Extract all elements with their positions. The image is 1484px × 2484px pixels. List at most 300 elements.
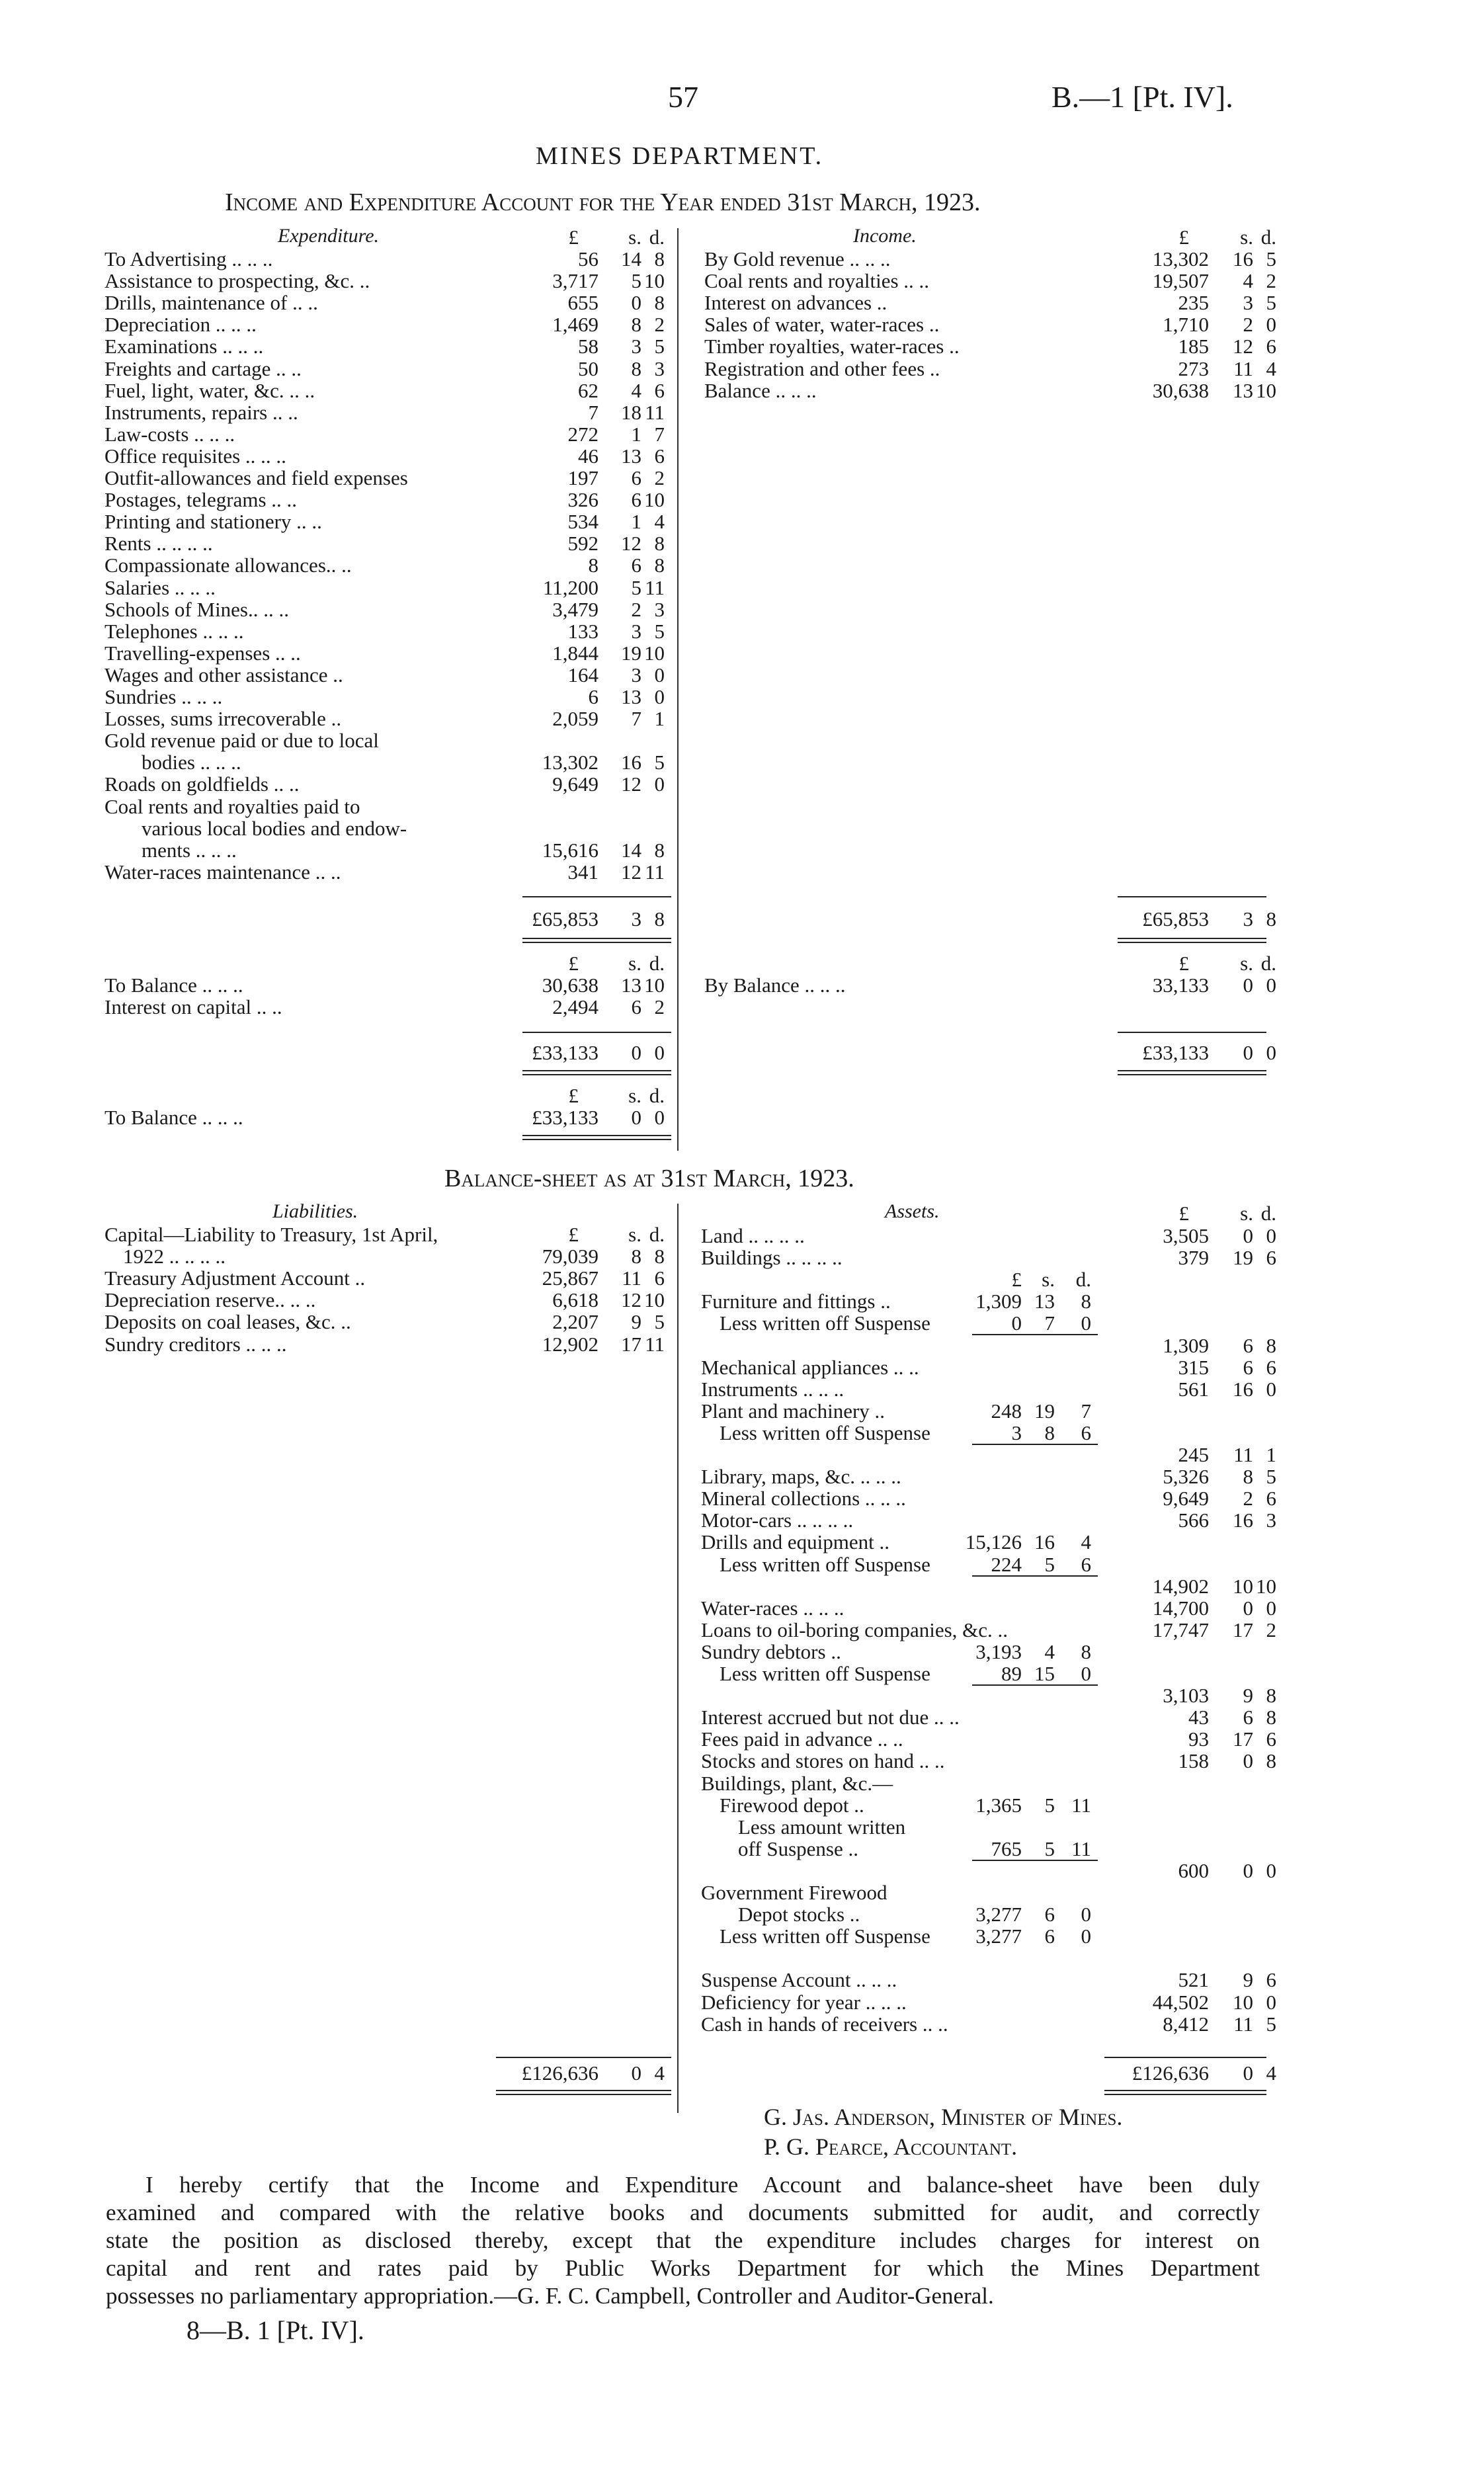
line-item-label: off Suspense .. (738, 1837, 858, 1860)
department-title: MINES DEPARTMENT. (536, 142, 824, 170)
line-item-label: Losses, sums irrecoverable .. (104, 707, 342, 731)
line-item-label: Outfit-allowances and field expenses (104, 466, 408, 489)
line-item-label: Interest on advances .. (704, 291, 887, 315)
line-item-label: Less written off Suspense (720, 1552, 930, 1576)
inner-subtotal-rule (972, 1684, 1098, 1686)
line-item-label: Sundry debtors .. (701, 1639, 841, 1663)
amount-pounds: 592 (567, 532, 598, 556)
amount-pence: 11 (645, 860, 665, 884)
amount-pounds: 561 (1178, 1377, 1209, 1401)
expenditure-heading: Expenditure. (278, 225, 380, 247)
amount-shillings: 0 (631, 2061, 641, 2085)
line-item-label: Furniture and fittings .. (701, 1290, 891, 1313)
amount-pence: 5 (1266, 1465, 1276, 1489)
amount-pounds: 2,059 (552, 707, 598, 731)
inner-subtotal-rule (972, 1575, 1098, 1577)
income-heading: Income. (853, 225, 917, 247)
amount-pence: 5 (654, 1310, 665, 1334)
certificate-line: possesses no parliamentary appropriation.—G. F. C. Campbell, Controller and Auditor-General. (106, 2283, 994, 2309)
line-item-label: Compassionate allowances.. .. (104, 554, 352, 577)
amount-pounds: 655 (567, 291, 598, 315)
amount-pounds: 273 (1178, 356, 1209, 380)
total-rule (1118, 1070, 1266, 1071)
amount-pounds: 521 (1178, 1968, 1209, 1992)
line-item-label: Less amount written (738, 1815, 906, 1839)
amount-shillings: 18 (621, 400, 641, 424)
subtotal-rule (1118, 896, 1266, 897)
amount-pounds: 272 (567, 422, 598, 446)
inner-shillings: 13 (1034, 1290, 1055, 1313)
line-item-label: Registration and other fees .. (704, 356, 940, 380)
line-item-label: Less written off Suspense (720, 1662, 930, 1685)
amount-shillings: 16 (1233, 1377, 1253, 1401)
amount-pounds: 58 (578, 335, 598, 358)
amount-pence: 3 (654, 597, 665, 621)
inner-pounds: 3,193 (975, 1639, 1022, 1663)
inner-shillings: 6 (1044, 1925, 1055, 1948)
accountant-signature: P. G. Pearce, Accountant. (764, 2133, 1018, 2160)
line-item-label: To Balance .. .. .. (104, 1106, 243, 1129)
amount-shillings: 14 (621, 247, 641, 270)
line-item-label: Gold revenue paid or due to local (104, 729, 379, 753)
subtotal-rule (496, 2057, 671, 2058)
line-item-label: Postages, telegrams .. .. (104, 488, 298, 512)
amount-pence: 2 (654, 313, 665, 337)
amount-shillings: 0 (1243, 1858, 1253, 1882)
line-item-label: To Balance .. .. .. (104, 973, 243, 997)
col-shillings-label: s. (628, 952, 641, 975)
amount-pounds: 19,507 (1152, 269, 1209, 293)
inner-pence: 8 (1081, 1290, 1091, 1313)
line-item-label: Deficiency for year .. .. .. (701, 1990, 907, 2014)
amount-pence: 5 (1266, 2012, 1276, 2036)
inner-pence: 0 (1081, 1903, 1091, 1926)
amount-pence: 0 (654, 1106, 665, 1129)
amount-pence: 6 (1266, 1246, 1276, 1270)
col-shillings-label: s. (1240, 952, 1253, 975)
amount-pence: 8 (654, 247, 665, 270)
amount-pounds: 3,717 (552, 269, 598, 293)
inner-pence: 11 (1071, 1793, 1091, 1817)
inner-pounds: 0 (1011, 1311, 1022, 1335)
amount-pence: 5 (654, 619, 665, 643)
line-item-label: Travelling-expenses .. .. (104, 641, 301, 665)
amount-shillings: 11 (1233, 2012, 1253, 2036)
amount-pence: 8 (1266, 1749, 1276, 1773)
amount-pounds: 5,326 (1163, 1465, 1209, 1489)
total-rule (1104, 2094, 1266, 2095)
amount-pence: 11 (645, 1332, 665, 1356)
amount-pence: 5 (1266, 291, 1276, 315)
amount-pence: 8 (654, 838, 665, 862)
amount-pounds: 235 (1178, 291, 1209, 315)
inner-pence: d. (1075, 1268, 1091, 1292)
amount-pounds: 566 (1178, 1509, 1209, 1532)
amount-pence: 1 (654, 707, 665, 731)
line-item-label: By Balance .. .. .. (704, 973, 846, 997)
amount-shillings: 14 (621, 838, 641, 862)
line-item-label: Drills, maintenance of .. .. (104, 291, 318, 315)
amount-pounds: 326 (567, 488, 598, 512)
line-item-label: Buildings, plant, &c.— (701, 1771, 893, 1795)
amount-pence: 6 (1266, 1355, 1276, 1379)
amount-pounds: 1,710 (1163, 313, 1209, 337)
inner-shillings: 5 (1044, 1793, 1055, 1817)
line-item-label: Suspense Account .. .. .. (701, 1968, 897, 1992)
line-item-label: Plant and machinery .. (701, 1399, 886, 1423)
line-item-label: Less written off Suspense (720, 1421, 930, 1444)
inner-pence: 8 (1081, 1639, 1091, 1663)
line-item-label: various local bodies and endow- (142, 816, 407, 840)
amount-pounds: 79,039 (542, 1245, 598, 1268)
inner-pounds: 3 (1011, 1421, 1022, 1444)
amount-pence: 10 (644, 973, 665, 997)
col-pounds-label: £ (568, 952, 579, 975)
amount-shillings: 9 (1243, 1968, 1253, 1992)
amount-shillings: 3 (1243, 291, 1253, 315)
col-shillings-label: s. (1240, 1202, 1253, 1225)
amount-pence: 6 (1266, 1727, 1276, 1751)
inner-shillings: 15 (1034, 1662, 1055, 1685)
line-item-label: Printing and stationery .. .. (104, 510, 322, 534)
amount-pence: 6 (654, 378, 665, 402)
line-item-label: Salaries .. .. .. (104, 575, 216, 599)
amount-shillings: 11 (1233, 1443, 1253, 1466)
certificate-line: I hereby certify that the Income and Expenditure Account and balance-sheet have been duly (145, 2172, 1260, 2198)
amount-shillings: 6 (631, 488, 641, 512)
line-item-label: Office requisites .. .. .. (104, 444, 286, 468)
amount-pence: 7 (654, 422, 665, 446)
col-pence-label: d. (649, 952, 665, 975)
amount-pence: 8 (654, 907, 665, 931)
inner-shillings: 16 (1034, 1530, 1055, 1554)
col-pounds-label: £ (1178, 226, 1189, 249)
line-item-label: Drills and equipment .. (701, 1530, 889, 1554)
inner-pence: 0 (1081, 1662, 1091, 1685)
line-item-label: Balance .. .. .. (704, 378, 817, 402)
amount-shillings: 5 (631, 269, 641, 293)
line-item-label: By Gold revenue .. .. .. (704, 247, 891, 270)
line-item-label: Freights and cartage .. .. (104, 356, 302, 380)
inner-pounds: £ (1011, 1268, 1022, 1292)
liabilities-total: £126,636 (521, 2061, 598, 2085)
inner-subtotal-rule (972, 1860, 1098, 1861)
amount-shillings: 12 (621, 532, 641, 556)
line-item-label: Firewood depot .. (720, 1793, 864, 1817)
amount-pence: 10 (644, 641, 665, 665)
inner-pence: 4 (1081, 1530, 1091, 1554)
line-item-label: bodies .. .. .. (142, 751, 241, 774)
amount-pounds: 341 (567, 860, 598, 884)
amount-pounds: 14,902 (1152, 1574, 1209, 1598)
total-rule (522, 1070, 671, 1071)
amount-pounds: 379 (1178, 1246, 1209, 1270)
inner-shillings: 8 (1044, 1421, 1055, 1444)
amount-pence: 10 (644, 269, 665, 293)
amount-shillings: 6 (631, 466, 641, 489)
line-item-label: Government Firewood (701, 1881, 887, 1904)
inner-shillings: 7 (1044, 1311, 1055, 1335)
amount-shillings: 12 (621, 1288, 641, 1312)
amount-shillings: 12 (621, 860, 641, 884)
line-item-label: Interest on capital .. .. (104, 995, 282, 1019)
amount-shillings: 16 (1233, 247, 1253, 270)
col-shillings-label: s. (628, 1084, 641, 1107)
line-item-label: 1922 .. .. .. .. (123, 1245, 226, 1268)
line-item-label: Examinations .. .. .. (104, 335, 264, 358)
total-rule (1118, 1074, 1266, 1075)
minister-signature: G. Jas. Anderson, Minister of Mines. (764, 2104, 1123, 2130)
amount-shillings: 13 (621, 973, 641, 997)
amount-shillings: 12 (1233, 335, 1253, 358)
amount-pounds: 9,649 (1163, 1487, 1209, 1511)
amount-pence: 8 (1266, 1333, 1276, 1357)
inner-subtotal-rule (972, 1334, 1098, 1335)
col-pence-label: d. (1260, 1202, 1276, 1225)
line-item-label: Library, maps, &c. .. .. .. (701, 1465, 901, 1489)
amount-shillings: 6 (631, 995, 641, 1019)
amount-pence: 6 (1266, 335, 1276, 358)
income-total: £65,853 (1142, 907, 1209, 931)
amount-pounds: 158 (1178, 1749, 1209, 1773)
amount-pence: 11 (645, 575, 665, 599)
amount-pounds: 315 (1178, 1355, 1209, 1379)
page-number: 57 (668, 80, 698, 114)
amount-pence: 3 (1266, 1509, 1276, 1532)
col-pounds-label: £ (1178, 1202, 1189, 1225)
amount-pounds: 8,412 (1163, 2012, 1209, 2036)
column-divider (677, 228, 679, 1151)
inner-pence: 6 (1081, 1552, 1091, 1576)
col-shillings-label: s. (628, 1223, 641, 1246)
amount-pounds: 133 (567, 619, 598, 643)
total-rule (1118, 938, 1266, 939)
line-item-label: Cash in hands of receivers .. .. (701, 2012, 948, 2036)
amount-pence: 4 (1266, 356, 1276, 380)
inner-shillings: 5 (1044, 1837, 1055, 1860)
amount-pence: 5 (1266, 247, 1276, 270)
amount-shillings: 11 (1233, 356, 1253, 380)
amount-shillings: 12 (621, 772, 641, 796)
line-item-label: Motor-cars .. .. .. .. (701, 1509, 854, 1532)
amount-pounds: 1,844 (552, 641, 598, 665)
amount-pounds: 33,133 (1152, 973, 1209, 997)
amount-pence: 0 (1266, 1990, 1276, 2014)
amount-pence: 10 (644, 1288, 665, 1312)
line-item-label: Deposits on coal leases, &c. .. (104, 1310, 351, 1334)
amount-pounds: 46 (578, 444, 598, 468)
line-item-label: Water-races maintenance .. .. (104, 860, 341, 884)
line-item-label: Interest accrued but not due .. .. (701, 1706, 960, 1729)
amount-shillings: 0 (1243, 1749, 1253, 1773)
amount-pence: 4 (654, 510, 665, 534)
amount-shillings: 0 (631, 1041, 641, 1064)
line-item-label: Capital—Liability to Treasury, 1st April, (104, 1223, 438, 1246)
line-item-label: Instruments .. .. .. (701, 1377, 845, 1401)
col-pence-label: d. (1260, 952, 1276, 975)
total-rule (1118, 942, 1266, 943)
amount-pence: 0 (1266, 1041, 1276, 1064)
amount-pence: 0 (1266, 1377, 1276, 1401)
inner-pounds: 224 (991, 1552, 1022, 1576)
amount-pence: 4 (1266, 2061, 1276, 2085)
amount-pence: 0 (654, 663, 665, 686)
amount-pence: 10 (1256, 378, 1276, 402)
amount-pence: 2 (1266, 269, 1276, 293)
amount-pence: 0 (654, 1041, 665, 1064)
amount-shillings: 8 (631, 356, 641, 380)
amount-shillings: 9 (1243, 1684, 1253, 1708)
amount-pence: 0 (1266, 1858, 1276, 1882)
inner-shillings: s. (1042, 1268, 1055, 1292)
amount-pounds: 50 (578, 356, 598, 380)
amount-shillings: 16 (621, 751, 641, 774)
amount-shillings: 0 (1243, 1224, 1253, 1247)
amount-shillings: 0 (631, 1106, 641, 1129)
amount-shillings: 6 (1243, 1333, 1253, 1357)
inner-pence: 0 (1081, 1925, 1091, 1948)
line-item-label: Treasury Adjustment Account .. (104, 1266, 366, 1290)
inner-pence: 7 (1081, 1399, 1091, 1423)
total-rule (1104, 2090, 1266, 2091)
amount-pounds: 17,747 (1152, 1618, 1209, 1641)
amount-pounds: 2,494 (552, 995, 598, 1019)
amount-pence: 8 (654, 291, 665, 315)
line-item-label: Fees paid in advance .. .. (701, 1727, 903, 1751)
amount-pence: 0 (654, 772, 665, 796)
amount-pounds: 245 (1178, 1443, 1209, 1466)
amount-pounds: 30,638 (542, 973, 598, 997)
amount-pence: 6 (1266, 1968, 1276, 1992)
amount-pence: 10 (1256, 1574, 1276, 1598)
amount-shillings: 4 (631, 378, 641, 402)
line-item-label: Wages and other assistance .. (104, 663, 343, 686)
amount-shillings: 6 (1243, 1355, 1253, 1379)
amount-pounds: 15,616 (542, 838, 598, 862)
amount-shillings: 10 (1233, 1990, 1253, 2014)
col-pounds-label: £ (568, 1223, 579, 1246)
footer-reference: 8—B. 1 [Pt. IV]. (186, 2315, 364, 2345)
line-item-label: Coal rents and royalties .. .. (704, 269, 930, 293)
amount-pence: 0 (1266, 973, 1276, 997)
amount-pounds: 93 (1188, 1727, 1209, 1751)
subtotal-rule (1104, 2057, 1266, 2058)
inner-shillings: 19 (1034, 1399, 1055, 1423)
amount-pence: 8 (1266, 1684, 1276, 1708)
inner-pence: 6 (1081, 1421, 1091, 1444)
inner-pence: 0 (1081, 1311, 1091, 1335)
amount-pence: 8 (654, 1245, 665, 1268)
amount-pence: 8 (1266, 907, 1276, 931)
amount-pence: 2 (1266, 1618, 1276, 1641)
col-pounds-label: £ (1178, 952, 1189, 975)
total-rule (496, 2090, 671, 2091)
line-item-label: Schools of Mines.. .. .. (104, 597, 289, 621)
inner-pounds: 765 (991, 1837, 1022, 1860)
amount-pounds: 25,867 (542, 1266, 598, 1290)
amount-pence: 6 (1266, 1487, 1276, 1511)
amount-pounds: 12,902 (542, 1332, 598, 1356)
certificate-line: examined and compared with the relative books and documents submitted for audit, and correctly (106, 2200, 1260, 2225)
line-item-label: Roads on goldfields .. .. (104, 772, 300, 796)
amount-pounds: 62 (578, 378, 598, 402)
amount-pounds: 197 (567, 466, 598, 489)
amount-shillings: 16 (1233, 1509, 1253, 1532)
certificate-line: capital and rent and rates paid by Public Works Department for which the Mines Department (106, 2255, 1260, 2281)
col-pence-label: d. (649, 1223, 665, 1246)
amount-shillings: 8 (1243, 1465, 1253, 1489)
amount-pounds: 600 (1178, 1858, 1209, 1882)
line-item-label: Depreciation .. .. .. (104, 313, 257, 337)
certificate-line: state the position as disclosed thereby, except that the expenditure includes charges for interest on (106, 2227, 1260, 2253)
line-item-label: Mechanical appliances .. .. (701, 1355, 919, 1379)
balance-sheet-title: Balance-sheet as at 31st March, 1923. (444, 1165, 854, 1192)
amount-shillings: 0 (1243, 1596, 1253, 1620)
line-item-label: Sundries .. .. .. (104, 685, 223, 708)
amount-pence: 0 (654, 685, 665, 708)
amount-shillings: 7 (631, 707, 641, 731)
col-pence-label: d. (649, 226, 665, 249)
amount-shillings: 17 (621, 1332, 641, 1356)
amount-pence: 0 (1266, 313, 1276, 337)
amount-pounds: 1,309 (1163, 1333, 1209, 1357)
amount-shillings: 13 (1233, 378, 1253, 402)
amount-pence: 0 (1266, 1224, 1276, 1247)
inner-pounds: 1,365 (975, 1793, 1022, 1817)
inner-pounds: 3,277 (975, 1925, 1022, 1948)
amount-shillings: 5 (631, 575, 641, 599)
amount-pounds: 30,638 (1152, 378, 1209, 402)
line-item-label: ments .. .. .. (142, 838, 237, 862)
inner-pounds: 3,277 (975, 1903, 1022, 1926)
amount-pounds: 6 (588, 685, 598, 708)
line-item-label: Assistance to prospecting, &c. .. (104, 269, 370, 293)
amount-pence: 8 (1266, 1706, 1276, 1729)
total-rule (522, 1074, 671, 1075)
subtotal-rule (1118, 1032, 1266, 1033)
amount-shillings: 0 (1243, 973, 1253, 997)
amount-pounds: 56 (578, 247, 598, 270)
amount-shillings: 19 (621, 641, 641, 665)
col-shillings-label: s. (1240, 226, 1253, 249)
col-pence-label: d. (649, 1084, 665, 1107)
amount-pounds: 1,469 (552, 313, 598, 337)
col-pounds-label: £ (568, 1084, 579, 1107)
assets-heading: Assets. (885, 1200, 940, 1222)
line-item-label: Depreciation reserve.. .. .. (104, 1288, 316, 1312)
amount-pounds: 8 (588, 554, 598, 577)
inner-pounds: 15,126 (965, 1530, 1022, 1554)
inner-pounds: 89 (1001, 1662, 1022, 1685)
inner-shillings: 5 (1044, 1552, 1055, 1576)
total-rule (496, 2094, 671, 2095)
inner-pounds: 248 (991, 1399, 1022, 1423)
amount-pounds: 3,103 (1163, 1684, 1209, 1708)
line-item-label: Mineral collections .. .. .. (701, 1487, 906, 1511)
amount-pounds: 3,505 (1163, 1224, 1209, 1247)
amount-shillings: 8 (631, 313, 641, 337)
col-pounds-label: £ (568, 226, 579, 249)
amount-pounds: 7 (588, 400, 598, 424)
amount-pence: 2 (654, 466, 665, 489)
line-item-label: Sundry creditors .. .. .. (104, 1332, 287, 1356)
amount-pence: 4 (654, 2061, 665, 2085)
inner-shillings: 6 (1044, 1903, 1055, 1926)
amount-shillings: 13 (621, 685, 641, 708)
line-item-label: Water-races .. .. .. (701, 1596, 845, 1620)
line-item-label: Loans to oil-boring companies, &c. .. (701, 1618, 1009, 1641)
amount-shillings: 9 (631, 1310, 641, 1334)
